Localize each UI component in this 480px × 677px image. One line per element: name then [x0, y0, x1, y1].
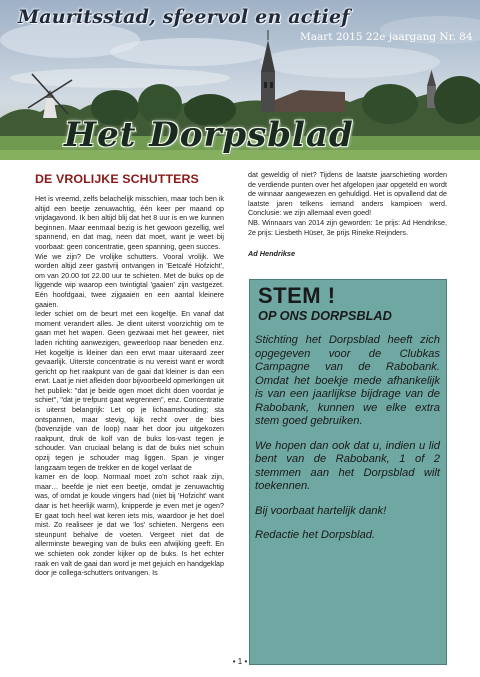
vote-callout-paragraph: Redactie het Dorpsblad. — [255, 529, 376, 541]
article-paragraph: NB. Winnaars van 2014 zijn geworden: 1e prijs: Ad Hendrikse, 2e prijs: Liesbeth Hüser, 3e prijs Rineke Reijnders. — [248, 218, 447, 237]
article-paragraph: Het is vreemd, zelfs belachelijk misschien, maar toch ben ik altijd een beetje zenuwachtig, één keer per maand op vrijdagavond. Ik ben altijd blij dat het 8 uur is en we kunnen beginnen. Maar eenmaal bezig is het gewoon gezellig, wel spannend, en dat mag, neen dat moet, want je weet bij voorbaat: geen concentratie, geen spanning, geen succes. — [35, 195, 224, 251]
vote-callout-paragraph: Stichting het Dorpsblad heeft zich opgegeven voor de Clubkas Campagne van de Rabobank. Omdat het boekje mede afhankelijk is van een jaarlijkse bijdrage van de Rabobank, kunnen we elke extra stem goed gebruiken. — [255, 334, 440, 427]
church-tower-icon — [261, 30, 275, 112]
vote-callout-subtitle: OP ONS DORPSBLAD — [258, 308, 392, 323]
article-paragraph: Wie we zijn? De vrolijke schutters. Vooral vrolijk. We worden altijd zeer gastvrij ontvangen in 'Eetcafé Hofzicht', om van 20.00 tot 22.00 uur te schieten. Met de buks op de liggende wip waarop een twintigtal 'gaaien' zijn vastgezet. Eén hoofdgaai, twee zijgaaien en een aantal kleinere gaaien. — [35, 252, 224, 309]
article-title: DE VROLIJKE SCHUTTERS — [35, 172, 199, 186]
article-right-column — [248, 171, 447, 259]
newspaper-logo: Het Dorpsblad — [64, 115, 354, 155]
vote-callout-box — [249, 279, 447, 665]
article-author: Ad Hendrikse — [248, 249, 296, 259]
page-number: • 1 • — [232, 657, 248, 666]
article-paragraph: Ieder schiet om de beurt met een kogeltje. En vanaf dat moment verandert alles. Je dient uiterst voorzichtig om te gaan met het wapen. Geen gezwaai met het geweer, niet laden richting aanwezigen, geweerloop naar beneden enz. Het kogeltje is kleiner dan een erwt maar uiteraard zeer gevaarlijk. Uiterste concentratie is nu vereist want er wordt gericht op het raakpunt van de gaai dat kleiner is dan een erwt. Laat je niet afleiden door bijvoorbeeld opmerkingen uit het publiek: "dat je beide ogen moet dicht doen voordat je schiet", "dat je trefpunt gaat wegrennen", enz. Concentratie is uiterst belangrijk: Let op je lichaamshouding; sta ontspannen, maar stevig, kijk recht over de bies (bovenzijde van de loop) naar het door jou uitgekozen raakpunt, druk de kolf van de buks los-vast tegen je schouder. Van cruciaal belang is dat de buks niet schuin opzij tegen je schouder mag liggen. Span je vinger langzaam tegen de trekker en de kogel verlaat de — [35, 310, 224, 472]
vote-callout-paragraph: We hopen dan ook dat u, indien u lid bent van de Rabobank, 1 of 2 stemmen aan het Dorpsblad wilt toekennen. — [255, 439, 440, 492]
issue-line: Maart 2015 22e jaargang Nr. 84 — [300, 31, 473, 43]
article-paragraph: kamer en de loop. Normaal moet zo'n schot raak zijn, maar… beefde je niet een beetje, omdat je zenuwachtig was, of omdat je koude vingers had (niet bij 'Hofzicht' want daar is het heerlijk warm), knipperde je even met je ogen? Er gaat toch heel wat keren iets mis, waardoor je het doel mist. Zo realiseer je dat we 'los' schieten. Nergens een steunpunt behalve de voeten. Vergeet niet dat de allerminste beweging van de buks een afwijking geeft. En we schieten ook zonder kijker op de buks. Is het echter raak en valt de gaai dan word je met gejuich en handgeklap door je collega-schutters ontvangen. Is — [35, 473, 224, 578]
masthead-slogan: Mauritsstad, sfeervol en actief — [18, 6, 350, 28]
vote-callout-title: STEM ! — [258, 283, 336, 308]
article-paragraph: dat geweldig of niet? Tijdens de laatste jaarschieting worden de verdiende punten over het afgelopen jaar opgeteld en wordt de winnaar aangewezen en gehuldigd. Het is opvallend dat de laatste jaren telkens iemand anders kampioen werd. Conclusie: we zijn allemaal even goed! — [248, 171, 447, 218]
article-left-column — [35, 172, 224, 579]
header-banner — [0, 0, 480, 160]
vote-callout-paragraph: Bij voorbaat hartelijk dank! — [255, 504, 387, 517]
